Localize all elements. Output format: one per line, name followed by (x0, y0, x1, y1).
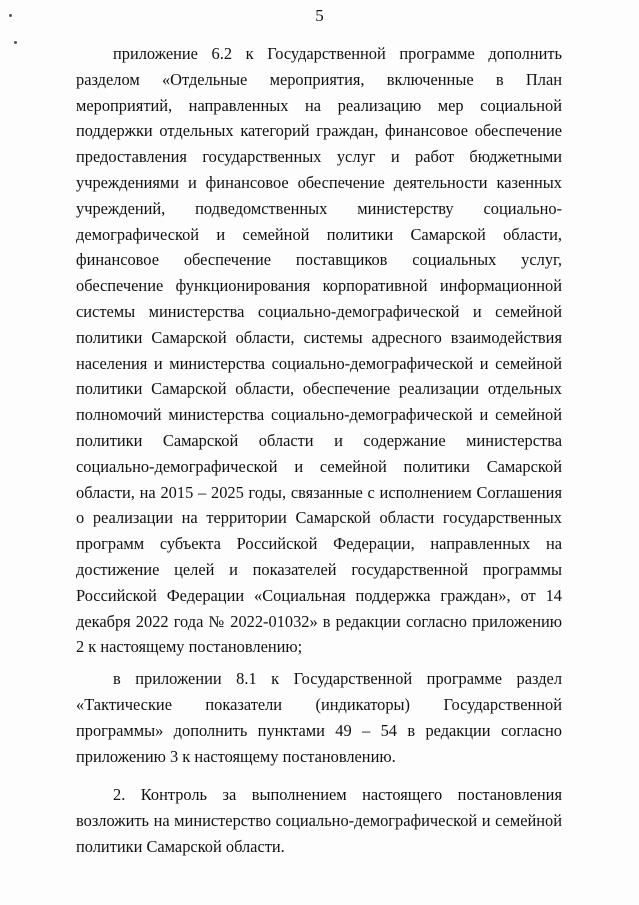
scan-speck (9, 14, 12, 17)
document-body (76, 41, 562, 860)
scan-speck (14, 41, 17, 44)
paragraph-appendix-8-1: в приложении 8.1 к Государственной программе раздел «Тактические показатели (индикаторы) Государственной программы» дополнить пунктами 49 – 54 в редакции согласно приложению 3 к настоящему постановлению. (76, 669, 562, 766)
paragraph-appendix-6-2: приложение 6.2 к Государственной программе дополнить разделом «Отдельные мероприятия, включенные в План мероприятий, направленных на реализацию мер социальной поддержки отдельных категорий граждан, финансовое обеспечение предоставления государственных услуг и работ бюджетными учреждениями и финансовое обеспечение деятельности казенных учреждений, подведомственных министерству социально-демографической и семейной политики Самарской области, финансовое обеспечение поставщиков социальных услуг, обеспечение функционирования корпоративной информационной системы министерства социально-демографической и семейной политики Самарской области, системы адресного взаимодействия населения и министерства социально-демографической и семейной политики Самарской области, обеспечение реализации отдельных полномочий министерства социально-демографической и семейной политики Самарской области и содержание министерства социально-демографической и семейной политики Самарской области, на 2015 – 2025 годы, связанные с исполнением Соглашения о реализации на территории Самарской области государственных программ субъекта Российской Федерации, направленных на достижение целей и показателей государственной программы Российской Федерации «Социальная поддержка граждан», от 14 декабря 2022 года № 2022-01032» в редакции согласно приложению 2 к настоящему постановлению; (76, 44, 562, 657)
paragraph-control-clause: 2. Контроль за выполнением настоящего постановления возложить на министерство социально-демографической и семейной политики Самарской области. (76, 785, 562, 856)
page-number: 5 (315, 6, 324, 25)
